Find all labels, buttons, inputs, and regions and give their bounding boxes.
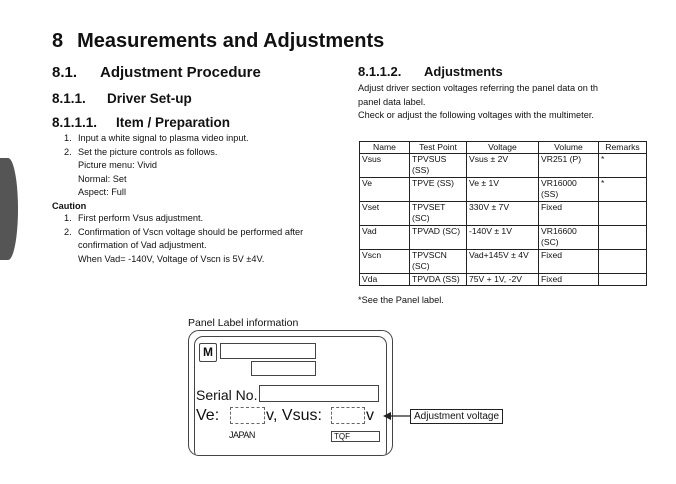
sub-model-field: [251, 361, 316, 376]
table-row: Vscn TPVSCN (SC) Vad+145V ± 4V Fixed: [360, 250, 647, 274]
table-row: Vset TPVSET (SC) 330V ± 7V Fixed: [360, 202, 647, 226]
table-row: Vsus TPVSUS (SS) Vsus ± 2V VR251 (P) *: [360, 154, 647, 178]
list-item: 1. Input a white signal to plasma video input.: [64, 133, 249, 143]
table-header-row: [360, 142, 647, 154]
panel-label: [188, 330, 393, 456]
vsus-unit: v: [366, 407, 374, 424]
tqf-field: TQF: [331, 431, 380, 442]
table-row: Ve TPVE (SS) Ve ± 1V VR16000 (SS) *: [360, 178, 647, 202]
picture-settings: Picture menu: Vivid Normal: Set Aspect: Full: [78, 160, 157, 197]
page-edge-shadow: [0, 158, 18, 260]
adjustments-intro: Adjust driver section voltages referring the panel data on th panel data label. Check or adjust the following voltages with the multimeter.: [358, 83, 599, 120]
ve-label: Ve:: [196, 407, 220, 424]
col-header-voltage: Voltage: [467, 142, 539, 154]
list-item: 1. First perform Vsus adjustment.: [64, 213, 204, 223]
callout-arrow-icon: [382, 409, 412, 423]
ve-unit: v: [266, 407, 274, 424]
table-row: Vda TPVDA (SS) 75V + 1V, -2V Fixed: [360, 274, 647, 286]
vsus-value-field: [331, 407, 365, 424]
serial-label: Serial No.: [196, 387, 258, 403]
manufacturer-logo-icon: M: [199, 343, 217, 362]
model-field: [220, 343, 316, 359]
list-item: 2. Set the picture controls as follows.: [64, 146, 218, 157]
serial-field: [259, 385, 379, 402]
table-footnote: *See the Panel label.: [358, 295, 444, 305]
panel-label-caption: Panel Label information: [188, 317, 299, 329]
page-title: 8 Measurements and Adjustments: [52, 30, 385, 52]
subsection-heading: 8.1.1. Driver Set-up: [52, 91, 192, 106]
prep-steps: [64, 132, 349, 200]
japan-text: JAPAN: [229, 430, 255, 440]
table-row: Vad TPVAD (SC) -140V ± 1V VR16600 (SC): [360, 226, 647, 250]
ve-value-field: [230, 407, 265, 424]
caution-steps: [64, 212, 349, 266]
list-item: 2. Confirmation of Vscn voltage should be performed after confirmation of Vad adjustment. When Vad= -140V, Voltage of Vscn is 5V ±4V.: [64, 226, 304, 264]
subsubsection-heading: 8.1.1.1. Item / Preparation: [52, 115, 231, 130]
section-heading: 8.1. Adjustment Procedure: [52, 64, 261, 81]
voltage-table: [359, 141, 647, 286]
adjustments-heading: 8.1.1.2. Adjustments: [358, 64, 503, 79]
vsus-label: , Vsus:: [273, 407, 322, 424]
adjustment-voltage-callout: Adjustment voltage: [410, 409, 503, 424]
caution-title: Caution: [52, 201, 87, 211]
col-header-name: Name: [360, 142, 410, 154]
col-header-test-point: Test Point: [410, 142, 467, 154]
col-header-volume: Volume: [539, 142, 599, 154]
col-header-remarks: Remarks: [599, 142, 647, 154]
